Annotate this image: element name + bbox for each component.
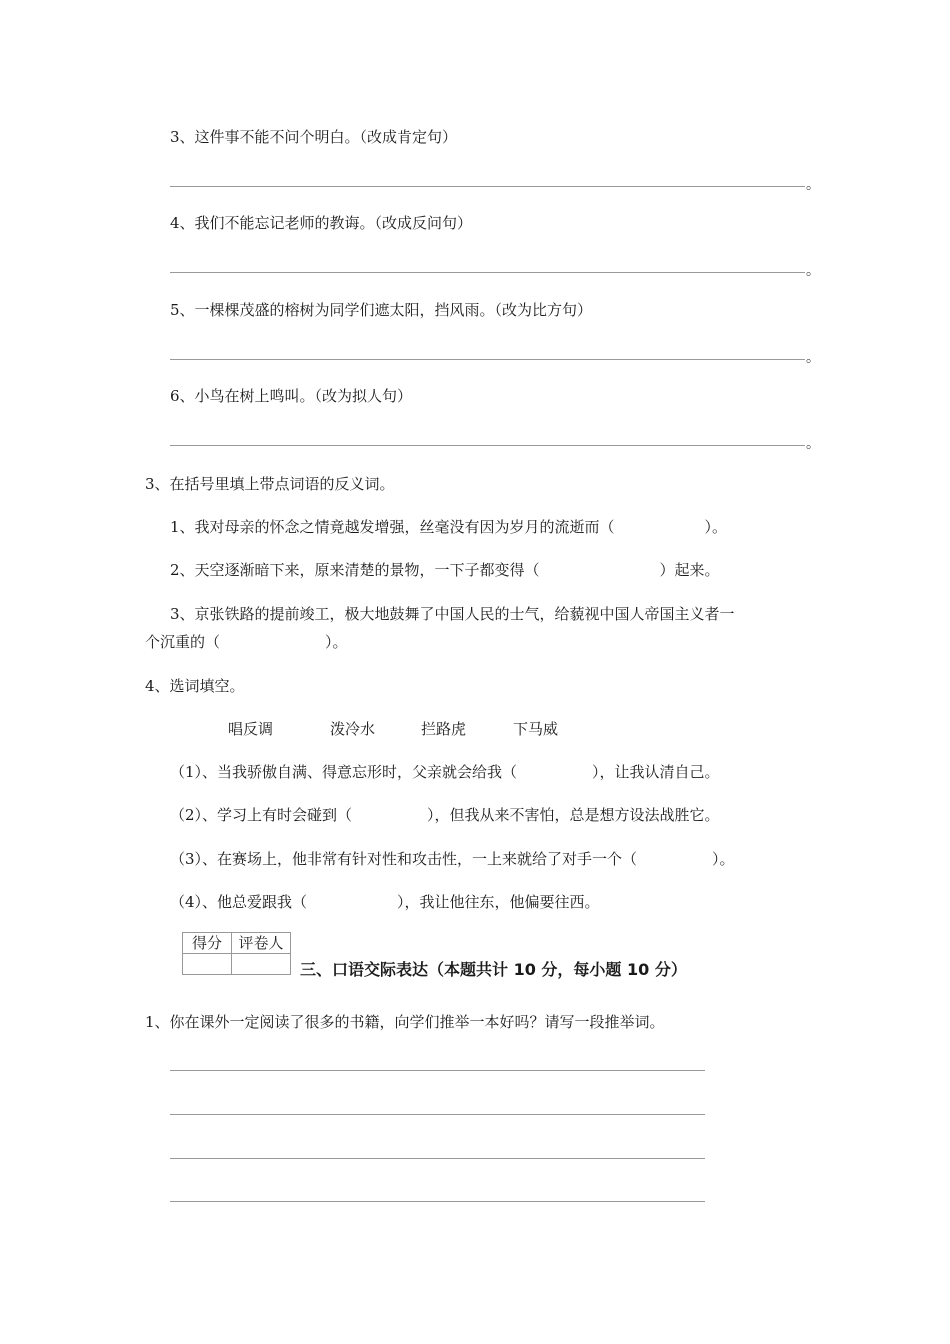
- word-option: 唱反调: [228, 720, 274, 738]
- answer-line[interactable]: [170, 359, 805, 360]
- answer-line[interactable]: [170, 186, 805, 187]
- rewrite-item-5: 5、一棵棵茂盛的榕树为同学们遮太阳，挡风雨。（改为比方句）: [170, 301, 593, 319]
- section3-item-3-line1: 3、京张铁路的提前竣工，极大地鼓舞了中国人民的士气，给藐视中国人帝国主义者一: [170, 605, 735, 623]
- section3-item-1: 1、我对母亲的怀念之情竟越发增强，丝毫没有因为岁月的流逝而（ ）。: [170, 518, 728, 536]
- answer-line-end: 。: [806, 263, 820, 279]
- part3-question-1: 1、你在课外一定阅读了很多的书籍，向学们推举一本好吗？请写一段推举词。: [145, 1013, 665, 1031]
- writing-line[interactable]: [170, 1201, 705, 1202]
- section4-heading: 4、选词填空。: [145, 677, 245, 695]
- answer-line[interactable]: [170, 272, 805, 273]
- section4-question-1: （1）、当我骄傲自满、得意忘形时，父亲就会给我（ ），让我认清自己。: [170, 763, 720, 781]
- section4-question-3: （3）、在赛场上，他非常有针对性和攻击性，一上来就给了对手一个（ ）。: [170, 850, 735, 868]
- answer-line-end: 。: [806, 350, 820, 366]
- section3-item-3-line2: 个沉重的（ ）。: [145, 633, 348, 651]
- writing-line[interactable]: [170, 1158, 705, 1159]
- section4-question-2: （2）、学习上有时会碰到（ ），但我从来不害怕，总是想方设法战胜它。: [170, 806, 720, 824]
- grader-label: 评卷人: [232, 933, 291, 954]
- word-option: 拦路虎: [421, 720, 467, 738]
- section4-question-4: （4）、他总爱跟我（ ），我让他往东，他偏要往西。: [170, 893, 600, 911]
- writing-line[interactable]: [170, 1070, 705, 1071]
- writing-line[interactable]: [170, 1114, 705, 1115]
- section3-item-2: 2、天空逐渐暗下来，原来清楚的景物，一下子都变得（ ）起来。: [170, 561, 720, 579]
- answer-line-end: 。: [806, 177, 820, 193]
- rewrite-item-4: 4、我们不能忘记老师的教诲。（改成反问句）: [170, 214, 473, 232]
- rewrite-item-6: 6、小鸟在树上鸣叫。（改为拟人句）: [170, 387, 413, 405]
- score-label: 得分: [183, 933, 232, 954]
- section3-heading: 3、在括号里填上带点词语的反义词。: [145, 475, 395, 493]
- rewrite-item-3: 3、这件事不能不问个明白。（改成肯定句）: [170, 128, 458, 146]
- answer-line[interactable]: [170, 445, 805, 446]
- answer-line-end: 。: [806, 436, 820, 452]
- word-option: 泼冷水: [330, 720, 376, 738]
- score-box: [182, 932, 291, 975]
- word-option: 下马威: [513, 720, 559, 738]
- part3-title: 三、口语交际表达（本题共计 10 分，每小题 10 分）: [300, 960, 687, 979]
- score-cell[interactable]: [183, 954, 232, 975]
- grader-cell[interactable]: [232, 954, 291, 975]
